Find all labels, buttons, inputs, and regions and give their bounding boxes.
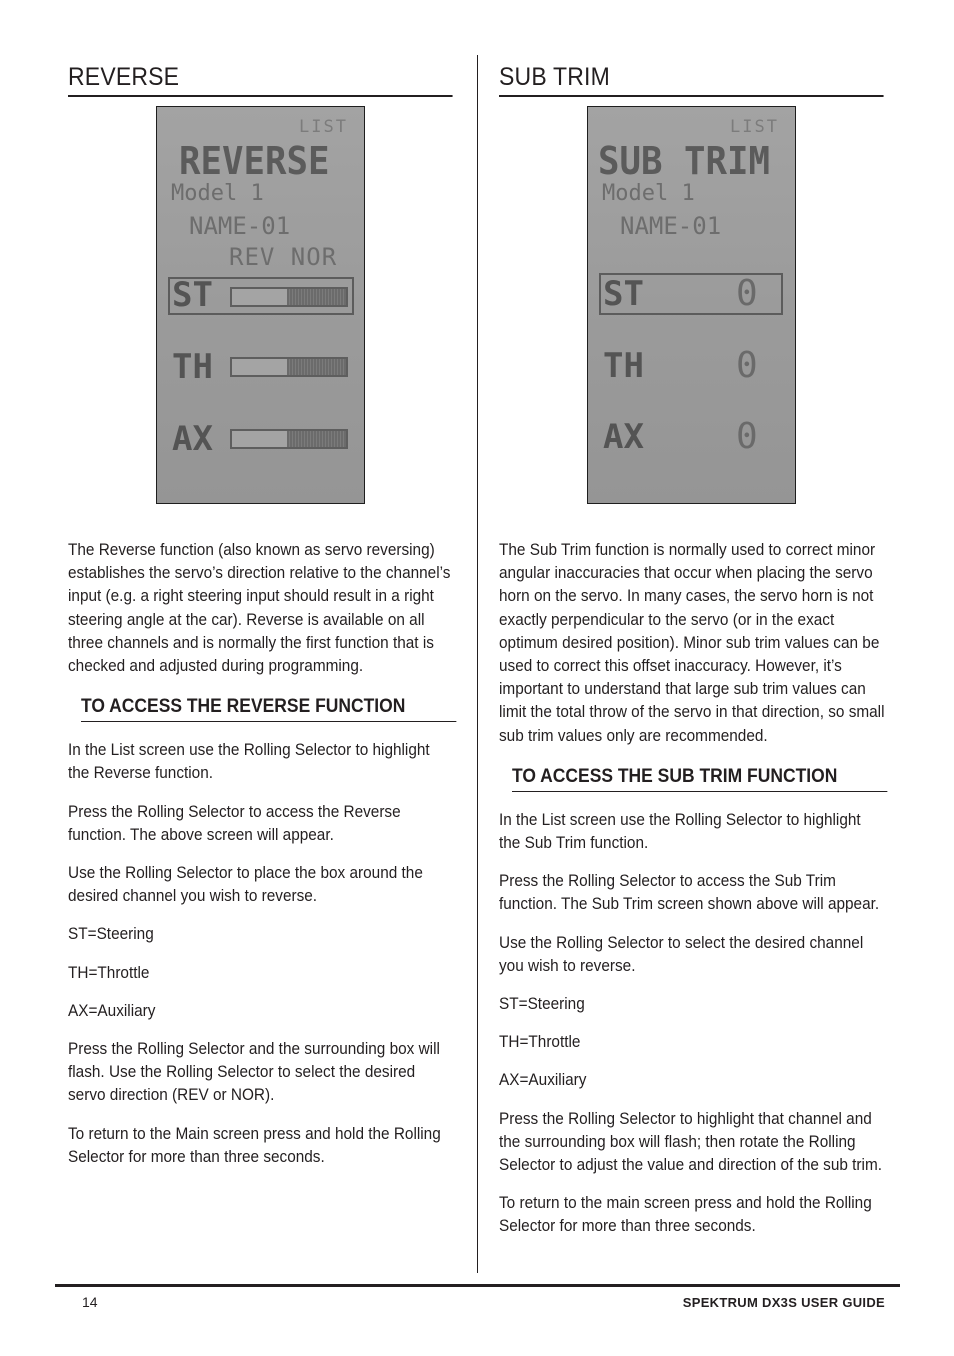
reverse-step: To return to the Main screen press and hold the Rolling Selector for more than three seconds. <box>68 1124 441 1166</box>
lcd-model-name: NAME-01 <box>189 212 291 240</box>
reverse-step: AX=Auxiliary <box>68 1001 156 1020</box>
sub-trim-intro: The Sub Trim function is normally used to correct minor angular inaccuracies that occur when placing the servo horn on the servo. In many cases, the servo horn is not exactly perpendicular to the servo (or in the exact optimum desired position). Minor sub trim values can be used to correct this offset inaccuracy. However, it’s important to understand that large sub trim values can limit the total throw of the servo in that direction, so small sub trim values only are recommended. <box>499 541 885 745</box>
reverse-step: Press the Rolling Selector to access the Reverse function. The above screen will appear. <box>68 802 401 844</box>
sub-trim-step: AX=Auxiliary <box>499 1071 587 1090</box>
sub-trim-step: In the List screen use the Rolling Selector to highlight the Sub Trim function. <box>499 810 861 853</box>
lcd-value-th: 0 <box>736 345 758 386</box>
lcd-heading: SUB TRIM <box>598 139 771 183</box>
lcd-value-ax: 0 <box>736 416 758 457</box>
guide-title: SPEKTRUM DX3S USER GUIDE <box>682 1295 885 1310</box>
reverse-column <box>68 62 455 1169</box>
sub-trim-step: ST=Steering <box>499 995 585 1014</box>
lcd-channel-ax: AX <box>172 419 213 459</box>
reverse-step: Use the Rolling Selector to place the box around the desired channel you wish to reverse. <box>68 864 423 906</box>
reverse-title: REVERSE <box>68 62 453 97</box>
lcd-switch-ax <box>230 429 348 449</box>
footer-rule <box>55 1284 900 1287</box>
sub-trim-title: SUB TRIM <box>499 62 884 97</box>
sub-trim-step: Use the Rolling Selector to select the desired channel you wish to reverse. <box>499 933 864 975</box>
page-number: 14 <box>82 1294 98 1310</box>
lcd-heading: REVERSE <box>179 139 330 183</box>
sub-trim-lcd-screen <box>587 106 796 504</box>
lcd-rev-nor-label: REV NOR <box>229 243 338 271</box>
reverse-step: TH=Throttle <box>68 963 150 982</box>
reverse-lcd-screen <box>156 106 365 504</box>
lcd-list-label: LIST <box>730 117 779 137</box>
reverse-step: Press the Rolling Selector and the surrounding box will flash. Use the Rolling Selector to select the desired servo direction (REV or NOR). <box>68 1040 440 1105</box>
lcd-model: Model 1 <box>602 181 695 206</box>
sub-trim-step: Press the Rolling Selector to highlight that channel and the surrounding box will flash; then rotate the Rolling Selector to adjust the value and direction of the sub trim. <box>499 1109 883 1175</box>
sub-trim-step: Press the Rolling Selector to access the Sub Trim function. The Sub Trim screen shown above will appear. <box>499 872 880 914</box>
lcd-value-st: 0 <box>736 273 758 314</box>
lcd-channel-st: ST <box>172 275 213 315</box>
reverse-step: In the List screen use the Rolling Selector to highlight the Reverse function. <box>68 741 430 783</box>
sub-trim-subheading: TO ACCESS THE SUB TRIM FUNCTION <box>512 765 887 792</box>
lcd-channel-th: TH <box>603 346 644 386</box>
lcd-switch-th <box>230 357 348 377</box>
reverse-subheading: TO ACCESS THE REVERSE FUNCTION <box>81 695 456 722</box>
lcd-model: Model 1 <box>171 181 264 206</box>
reverse-intro: The Reverse function (also known as servo reversing) establishes the servo’s direction relative to the channel’s input (e.g. a right steering input should result in a right steering angle at the car). Reverse is available on all three channels and is normally the first function that is checked and adjusted during programming. <box>68 541 451 676</box>
lcd-channel-ax: AX <box>603 417 644 457</box>
sub-trim-step: To return to the main screen press and hold the Rolling Selector for more than three seconds. <box>499 1194 872 1236</box>
lcd-model-name: NAME-01 <box>620 212 722 240</box>
reverse-step: ST=Steering <box>68 925 154 944</box>
sub-trim-step: TH=Throttle <box>499 1033 581 1052</box>
lcd-channel-th: TH <box>172 347 213 387</box>
lcd-switch-st <box>230 287 348 307</box>
lcd-list-label: LIST <box>299 117 348 137</box>
lcd-channel-st: ST <box>603 274 644 314</box>
sub-trim-column <box>499 62 886 1239</box>
column-divider <box>477 55 478 1273</box>
